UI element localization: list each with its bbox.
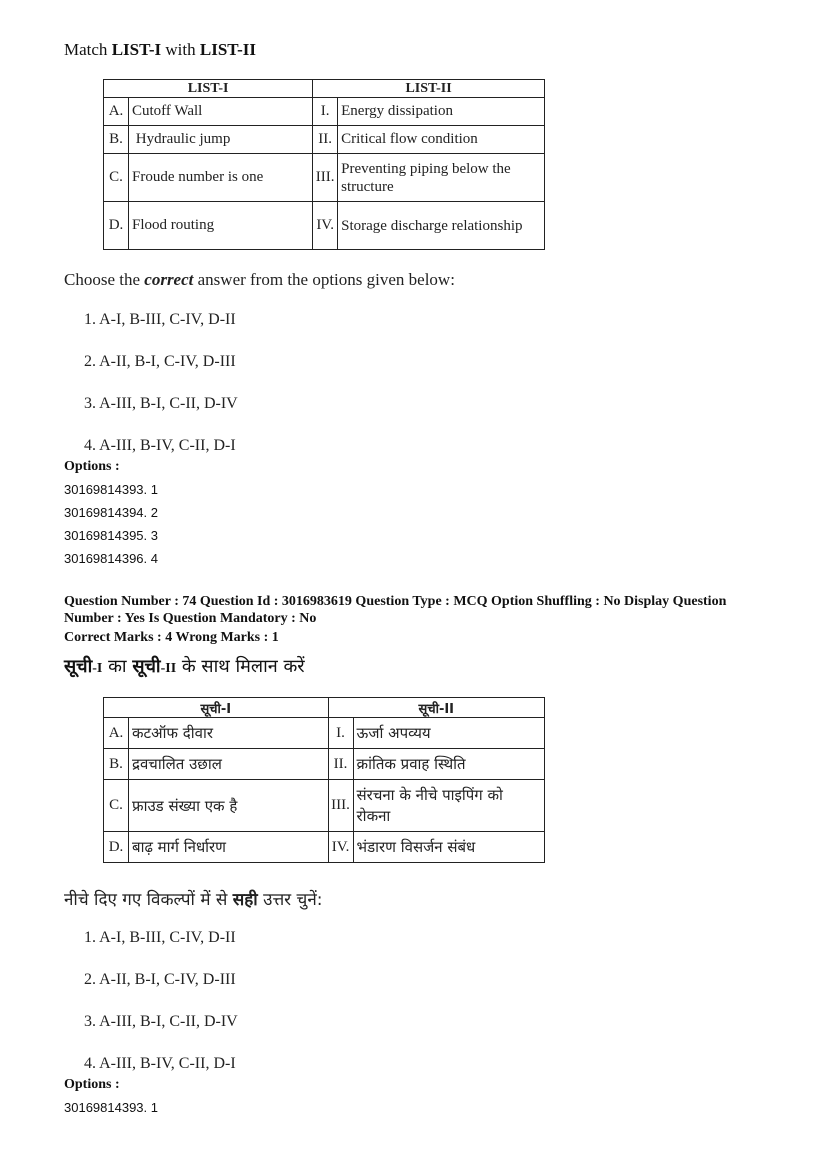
row-label: IV. [313,202,338,250]
list2-item: भंडारण विसर्जन संबंध [353,832,544,863]
table-row [104,126,545,154]
q1-heading [64,40,256,60]
q2-choose-instruction [64,887,323,910]
q1-match-table [103,79,545,250]
table-row [104,98,545,126]
list1-item: Froude number is one [129,154,313,202]
q2-answer-2: 2. A-II, B-I, C-IV, D-III [84,971,236,988]
q1-answer-2: 2. A-II, B-I, C-IV, D-III [84,353,236,370]
list2-item: Preventing piping below the structure [338,154,545,202]
q1-heading-list1: LIST-I [111,40,162,59]
row-label: II. [328,749,353,780]
q2-heading [64,654,305,678]
list2-item: क्रांतिक प्रवाह स्थिति [353,749,544,780]
q2-heading-d: सूची [132,656,161,677]
list1-item: Cutoff Wall [129,98,313,126]
row-label: C. [104,154,129,202]
list1-item: बाढ़ मार्ग निर्धारण [129,832,329,863]
list2-item: ऊर्जा अपव्यय [353,718,544,749]
q1-choose-post: answer from the options given below: [193,270,455,289]
row-label: A. [104,718,129,749]
q1-heading-prefix: Match [64,40,112,59]
q1-answer-1: 1. A-I, B-III, C-IV, D-II [84,311,236,328]
list2-item: Storage discharge relationship [338,202,545,250]
q2-heading-c: का [102,656,133,677]
table-row [104,832,545,863]
question-meta-line2: Number : Yes Is Question Mandatory : No [64,611,317,626]
q1-option-id-2: 30169814394. 2 [64,505,158,520]
row-label: B. [104,749,129,780]
q1-choose-pre: Choose the [64,270,145,289]
q2-option-id-1: 30169814393. 1 [64,1100,158,1115]
q2-answer-3: 3. A-III, B-I, C-II, D-IV [84,1013,238,1030]
q2-col1-header: सूची-I [104,698,329,718]
q2-options-label: Options : [64,1077,120,1092]
q2-answer-4: 4. A-III, B-IV, C-II, D-I [84,1055,236,1072]
q1-answer-3: 3. A-III, B-I, C-II, D-IV [84,395,238,412]
q1-options-label: Options : [64,459,120,474]
row-label: A. [104,98,129,126]
row-label: C. [104,780,129,832]
q1-col2-header: LIST-II [313,80,545,98]
table-row [104,154,545,202]
q2-heading-e: -II [160,661,177,676]
q1-answer-4: 4. A-III, B-IV, C-II, D-I [84,437,236,454]
question-meta-line3: Correct Marks : 4 Wrong Marks : 1 [64,630,279,645]
q2-answer-1: 1. A-I, B-III, C-IV, D-II [84,929,236,946]
table-row [104,202,545,250]
row-label: D. [104,832,129,863]
row-label: III. [313,154,338,202]
q1-col1-header: LIST-I [104,80,313,98]
list2-item: Energy dissipation [338,98,545,126]
q1-heading-mid: with [161,40,200,59]
list1-item: द्रवचालित उछाल [129,749,329,780]
q2-heading-b: -I [92,661,103,676]
q2-choose-emphasis: सही [232,890,258,910]
row-label: III. [328,780,353,832]
row-label: II. [313,126,338,154]
list2-item: Critical flow condition [338,126,545,154]
q1-choose-instruction [64,270,455,290]
row-label: IV. [328,832,353,863]
list2-item: संरचना के नीचे पाइपिंग को रोकना [353,780,544,832]
q2-choose-post: उत्तर चुनें: [257,890,323,910]
row-label: I. [328,718,353,749]
row-label: D. [104,202,129,250]
q2-col2-header: सूची-II [328,698,544,718]
q2-match-table [103,697,545,863]
q2-choose-pre: नीचे दिए गए विकल्पों में से [64,890,233,910]
question-meta-line1: Question Number : 74 Question Id : 3016983619 Question Type : MCQ Option Shuffling : No Display Question [64,594,727,609]
row-label: I. [313,98,338,126]
table-row [104,749,545,780]
q1-heading-list2: LIST-II [199,40,256,59]
q1-choose-emphasis: correct [144,270,194,289]
q1-option-id-4: 30169814396. 4 [64,551,158,566]
list1-item: फ्राउड संख्या एक है [129,780,329,832]
row-label: B. [104,126,129,154]
q2-heading-f: के साथ मिलान करें [176,656,305,677]
list1-item: Hydraulic jump [129,126,313,154]
q2-heading-a: सूची [64,656,93,677]
list1-item: कटऑफ दीवार [129,718,329,749]
list1-item: Flood routing [129,202,313,250]
q1-option-id-1: 30169814393. 1 [64,482,158,497]
table-row [104,718,545,749]
table-row [104,780,545,832]
q1-option-id-3: 30169814395. 3 [64,528,158,543]
